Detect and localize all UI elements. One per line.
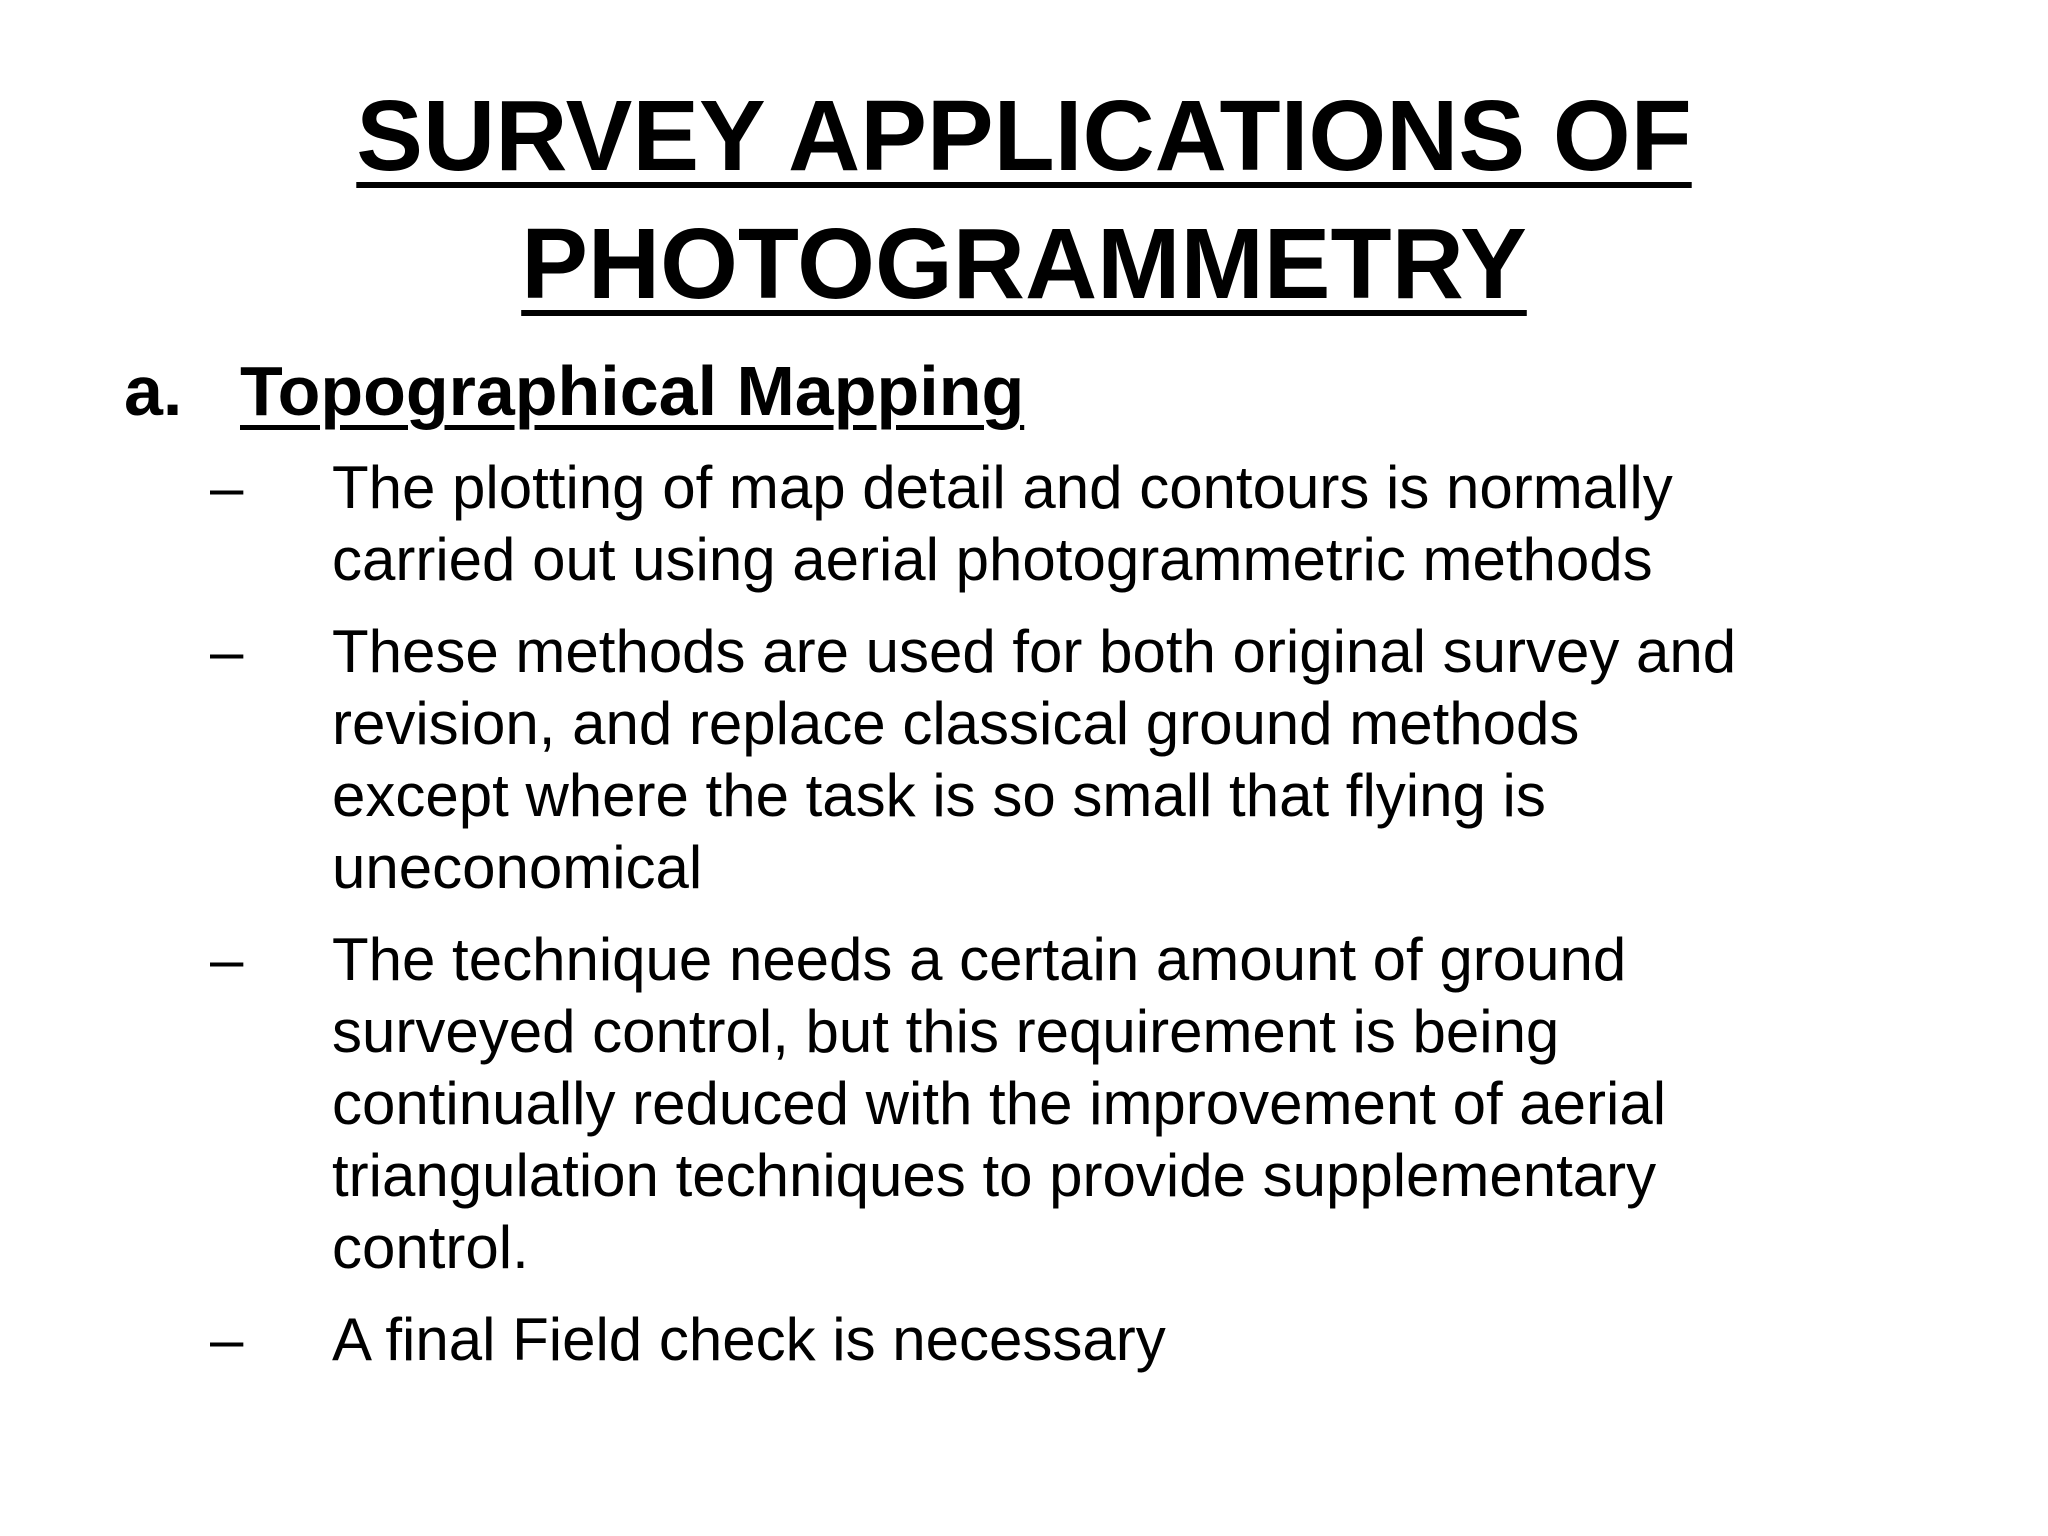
bullet-text-line: continually reduced with the improvement of aerial (332, 1070, 1667, 1137)
bullet-text-line: uneconomical (332, 834, 703, 901)
bullet-item (210, 1304, 2010, 1376)
bullet-list (210, 452, 2010, 1396)
bullet-dash: – (210, 618, 244, 685)
bullet-text-line: carried out using aerial photogrammetric methods (332, 526, 1653, 593)
bullet-item (210, 452, 2010, 596)
bullet-dash: – (210, 454, 244, 521)
bullet-text-line: The technique needs a certain amount of ground (332, 926, 1627, 993)
bullet-text-line: except where the task is so small that flying is (332, 762, 1546, 829)
section-marker: a. (124, 352, 183, 430)
slide-title-line: PHOTOGRAMMETRY (521, 208, 1527, 320)
bullet-item (210, 616, 2010, 904)
bullet-dash: – (210, 926, 244, 993)
bullet-text-line: triangulation techniques to provide supplementary (332, 1142, 1657, 1209)
slide-title-line: SURVEY APPLICATIONS OF (356, 80, 1692, 192)
bullet-dash: – (210, 1306, 244, 1373)
bullet-text-line: A final Field check is necessary (332, 1306, 1166, 1373)
bullet-text-line: The plotting of map detail and contours is normally (332, 454, 1673, 521)
bullet-text-line: These methods are used for both original survey and (332, 618, 1737, 685)
bullet-item (210, 924, 2010, 1284)
section-heading: Topographical Mapping (240, 352, 1025, 430)
section-heading-row (124, 346, 1024, 436)
slide-title (0, 72, 2048, 328)
bullet-text-line: revision, and replace classical ground methods (332, 690, 1580, 757)
bullet-text-line: control. (332, 1214, 529, 1281)
bullet-text-line: surveyed control, but this requirement is being (332, 998, 1560, 1065)
